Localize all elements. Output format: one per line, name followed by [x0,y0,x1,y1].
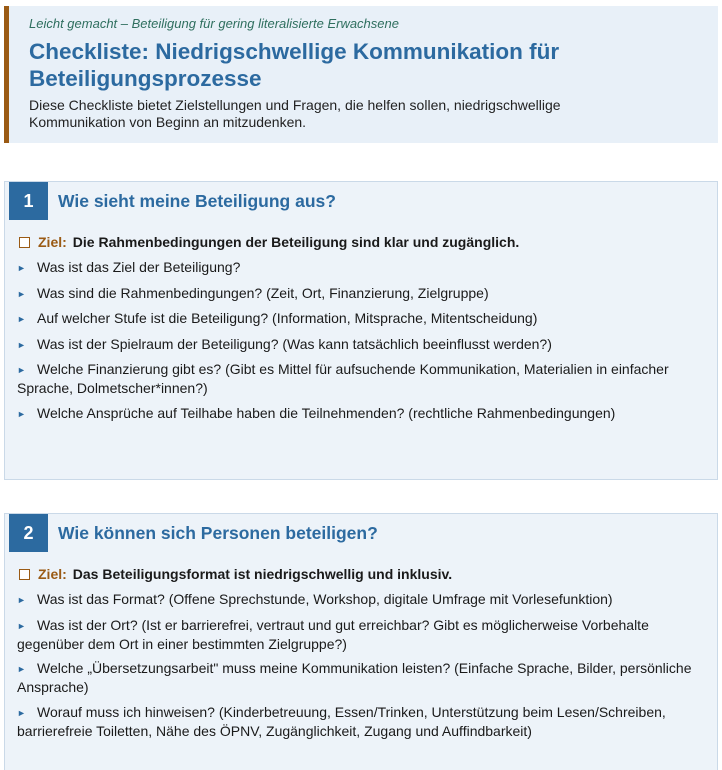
section-header [5,514,717,552]
goal-row [19,565,717,583]
section-title: Wie sieht meine Beteiligung aus? [58,191,336,211]
question-item [17,284,709,303]
page-title [29,38,718,92]
goal-text: Das Beteiligungsformat ist niedrigschwellig und inklusiv. [72,566,453,582]
question-text: Worauf muss ich hinweisen? (Kinderbetreuung, Essen/Trinken, Unterstützung beim Lesen/Schreiben, barrierefreie Toiletten, Nähe des ÖPNV, Zugänglichkeit, Zugang und Auffindbarkeit) [17,703,666,739]
question-text: Auf welcher Stufe ist die Beteiligung? (Information, Mitsprache, Mitentscheidung) [37,310,538,326]
section-title: Wie können sich Personen beteiligen? [58,523,378,543]
bullet-triangle-icon: ► [17,339,26,350]
bullet-triangle-icon: ► [17,408,26,419]
question-item [17,590,709,609]
question-text: Was ist der Spielraum der Beteiligung? (Was kann tatsächlich beeinflusst werden?) [37,335,552,352]
question-item [17,659,709,696]
question-list [5,258,717,423]
question-item [17,360,709,397]
bullet-triangle-icon: ► [17,288,26,299]
bullet-triangle-icon: ► [17,620,26,631]
section-number: 1 [9,182,48,220]
bullet-triangle-icon: ► [17,595,26,605]
question-text: Was ist der Ort? (Ist er barrierefrei, vertraut und gut erreichbar? Gibt es möglicherweise Vorbehalte gegenüber dem Ort in einer bestimmten Zielgruppe?) [17,616,649,652]
goal-text: Die Rahmenbedingungen der Beteiligung sind klar und zugänglich. [72,234,520,250]
question-item [17,404,709,423]
section-number: 2 [9,514,48,552]
bullet-triangle-icon: ► [17,664,26,674]
title-line-1: Checkliste: Niedrigschwellige Kommunikation für [29,39,560,64]
question-item [17,309,709,328]
intro-line-2: Kommunikation von Beginn an mitzudenken. [29,114,307,130]
kicker-text: Leicht gemacht – Beteiligung für gering literalisierte Erwachsene [29,16,399,31]
question-text: Was ist das Format? (Offene Sprechstunde, Workshop, digitale Umfrage mit Vorlesefunktion) [37,591,613,607]
intro-line-1: Diese Checkliste bietet Zielstellungen und Fragen, die helfen sollen, niedrigschwellige [29,97,561,113]
question-item [17,258,709,277]
goal-row [19,233,717,251]
question-list [5,590,717,740]
question-text: Welche „Übersetzungsarbeit" muss meine Kommunikation leisten? (Einfache Sprache, Bilder, persönliche Ansprache) [17,660,692,695]
question-item [17,335,709,354]
bullet-triangle-icon: ► [17,314,26,324]
question-text: Welche Ansprüche auf Teilhabe haben die Teilnehmenden? (rechtliche Rahmenbedingungen) [37,404,616,421]
question-item [17,703,709,740]
goal-checkbox[interactable] [19,569,30,580]
title-line-2: Beteiligungsprozesse [29,66,262,91]
question-text: Was sind die Rahmenbedingungen? (Zeit, Ort, Finanzierung, Zielgruppe) [37,284,489,301]
bullet-triangle-icon: ► [17,707,26,718]
section-header [5,182,717,220]
goal-label: Ziel: [38,566,67,582]
intro-text [29,97,718,131]
header-box [4,6,718,143]
goal-checkbox[interactable] [19,237,30,248]
section-2 [4,513,718,770]
section-1 [4,181,718,480]
question-text: Was ist das Ziel der Beteiligung? [37,259,241,275]
bullet-triangle-icon: ► [17,365,26,375]
goal-label: Ziel: [38,234,67,250]
question-item [17,616,709,653]
bullet-triangle-icon: ► [17,263,26,273]
question-text: Welche Finanzierung gibt es? (Gibt es Mittel für aufsuchende Kommunikation, Materialien in einfacher Sprache, Dolmetscher*innen?) [17,361,669,396]
